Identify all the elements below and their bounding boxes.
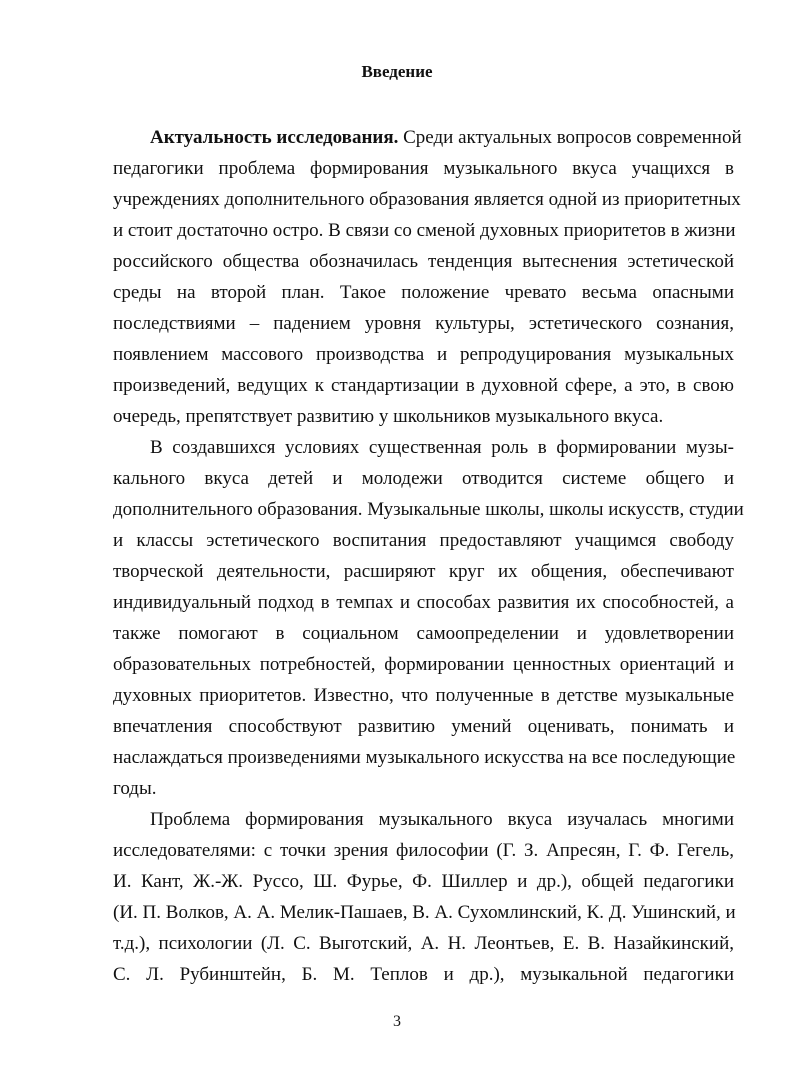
paragraph-line: учреждениях дополнительного образования является одной из приоритетных	[113, 189, 741, 210]
paragraph-line: духовных приоритетов. Известно, что полученные в детстве музыкальные	[113, 685, 734, 706]
paragraph-line: индивидуальный подход в темпах и способах развития их способностей, а	[113, 592, 734, 613]
paragraph-line: творческой деятельности, расширяют круг их общения, обеспечивают	[113, 561, 734, 582]
paragraph-line: последствиями – падением уровня культуры, эстетического сознания,	[113, 313, 734, 334]
paragraph-line: т.д.), психологии (Л. С. Выготский, А. Н. Леонтьев, Е. В. Назайкинский,	[113, 933, 734, 954]
paragraph-line: С. Л. Рубинштейн, Б. М. Теплов и др.), музыкальной педагогики	[113, 964, 734, 985]
section-lead-heading: Актуальность исследования.	[150, 127, 399, 148]
paragraph-line: появлением массового производства и репродуцирования музыкальных	[113, 344, 734, 365]
paragraph-line: Проблема формирования музыкального вкуса изучалась многими	[150, 809, 734, 830]
paragraph-line: наслаждаться произведениями музыкального искусства на все последующие	[113, 747, 736, 768]
paragraph-line: И. Кант, Ж.-Ж. Руссо, Ш. Фурье, Ф. Шиллер и др.), общей педагогики	[113, 871, 734, 892]
paragraph-relevance	[113, 122, 742, 432]
paragraph-line: кального вкуса детей и молодежи отводится системе общего и	[113, 468, 734, 489]
page-number: 3	[393, 1013, 401, 1030]
paragraph-line: очередь, препятствует развитию у школьников музыкального вкуса.	[113, 406, 664, 427]
paragraph-line: и классы эстетического воспитания предоставляют учащимся свободу	[113, 530, 734, 551]
paragraph-line: дополнительного образования. Музыкальные школы, школы искусств, студии	[113, 499, 744, 520]
paragraph-line: среды на второй план. Такое положение чревато весьма опасными	[113, 282, 734, 303]
paragraph-line: годы.	[113, 778, 157, 799]
paragraph-line: и стоит достаточно остро. В связи со сменой духовных приоритетов в жизни	[113, 220, 736, 241]
body-text	[113, 122, 744, 990]
paragraph-line: Актуальность исследования. Среди актуальных вопросов современной	[150, 127, 742, 148]
paragraph-line: также помогают в социальном самоопределении и удовлетворении	[113, 623, 734, 644]
paragraph-research-problem	[113, 804, 734, 990]
page-title: Введение	[361, 62, 433, 81]
paragraph-line: образовательных потребностей, формировании ценностных ориентаций и	[113, 654, 734, 675]
paragraph-line: исследователями: с точки зрения философии (Г. З. Апресян, Г. Ф. Гегель,	[113, 840, 734, 861]
paragraph-conditions	[113, 432, 744, 804]
paragraph-line: произведений, ведущих к стандартизации в духовной сфере, а это, в свою	[113, 375, 734, 396]
paragraph-line: впечатления способствуют развитию умений оценивать, понимать и	[113, 716, 734, 737]
paragraph-line: педагогики проблема формирования музыкального вкуса учащихся в	[113, 158, 734, 179]
paragraph-line: В создавшихся условиях существенная роль в формировании музы-	[150, 437, 734, 458]
paragraph-line: российского общества обозначилась тенденция вытеснения эстетической	[113, 251, 734, 272]
paragraph-line: (И. П. Волков, А. А. Мелик-Пашаев, В. А. Сухомлинский, К. Д. Ушинский, и	[113, 902, 736, 923]
